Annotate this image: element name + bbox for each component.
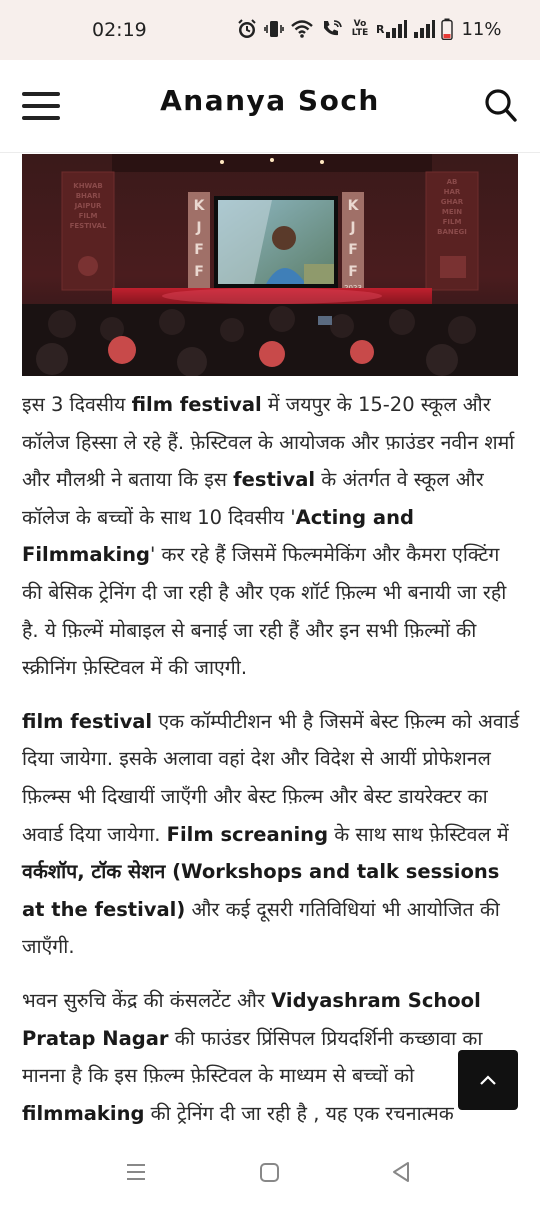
article-body xyxy=(22,386,520,1148)
back-button[interactable] xyxy=(391,1161,411,1187)
text: और कई दूसरी गतिविधियां भी आयोजित की जाएँगी. xyxy=(22,897,500,959)
banner-left-text: KHWAB xyxy=(73,182,103,190)
screen-letter: F xyxy=(348,264,358,280)
banner-left-text: BHARI xyxy=(75,192,101,200)
status-time: 02:19 xyxy=(92,19,147,41)
signal-icon xyxy=(376,20,407,38)
screen-letter: F xyxy=(194,242,204,258)
banner-left-text: FESTIVAL xyxy=(69,222,107,230)
banner-right-text: GHAR xyxy=(440,198,464,206)
banner-left-text: FILM xyxy=(78,212,98,220)
bold-text: filmmaking xyxy=(22,1101,145,1125)
text: के साथ साथ फ़ेस्टिवल में xyxy=(328,822,509,846)
article-paragraph xyxy=(22,386,520,687)
text: की फाउंडर प्रिंसिपल प्रियदर्शिनी कच्छावा का मानना है कि इस फ़िल्म फ़ेस्टिवल के माध्यम से बच्चों को xyxy=(22,1026,483,1088)
wifi-icon xyxy=(290,19,314,39)
vibrate-icon xyxy=(264,18,284,40)
volte-icon xyxy=(350,20,370,38)
banner-right-text: AB xyxy=(446,178,458,186)
battery-percent: 11% xyxy=(461,18,502,40)
banner-left-text: JAIPUR xyxy=(74,202,102,210)
screen-letter: K xyxy=(347,198,359,214)
text: भवन सुरुचि केंद्र की कंसलटेंट और xyxy=(22,988,272,1012)
bold-text: Vidyashram School Pratap Nagar xyxy=(22,988,481,1050)
screen-letter: F xyxy=(194,264,204,280)
signal-2-icon xyxy=(413,20,435,38)
text: इस 3 दिवसीय xyxy=(22,393,132,416)
site-header xyxy=(0,60,540,153)
home-button[interactable] xyxy=(259,1162,281,1188)
screen-letter: K xyxy=(193,198,205,214)
scroll-to-top-button[interactable] xyxy=(458,1050,518,1110)
banner-right-text: MEIN xyxy=(441,208,463,216)
bold-text: festival xyxy=(233,468,316,492)
bold-text: film festival xyxy=(22,709,153,733)
bold-text: Film screaning xyxy=(166,822,329,846)
text: एक कॉम्पीटीशन भी है जिसमें बेस्ट फ़िल्म को अवार्ड दिया जायेगा. इसके अलावा वहां देश और विदेश से आयीं प्रोफेशनल फ़िल्म्स भी दिखायीं जाएँगी और बेस्ट फ़िल्म और बेस्ट डायरेक्टर का अवार्ड दिया जायेगा. xyxy=(22,709,520,846)
status-bar xyxy=(0,0,540,60)
chevron-up-icon xyxy=(479,1074,497,1086)
site-title[interactable]: Ananya Soch xyxy=(160,84,380,117)
banner-right-text: HAR xyxy=(443,188,461,196)
bold-text: film festival xyxy=(131,393,262,416)
alarm-icon xyxy=(236,18,258,40)
bold-text: Acting and Filmmaking xyxy=(22,505,414,567)
wifi-calling-icon xyxy=(320,18,344,40)
volte-label: Vo LTE xyxy=(351,19,369,38)
article-paragraph xyxy=(22,703,520,966)
roaming-label: R xyxy=(376,22,385,36)
search-icon[interactable] xyxy=(484,88,518,124)
status-icons xyxy=(236,18,502,40)
screen-letter: F xyxy=(348,242,358,258)
text: में जयपुर के 15-20 स्कूल और कॉलेज हिस्सा ले रहे हैं. फ़ेस्टिवल के आयोजक और फ़ाउंडर नवीन शर्मा और मौलश्री ने बताया कि इस xyxy=(22,393,515,492)
banner-right-text: FILM xyxy=(442,218,462,226)
screen-letter: J xyxy=(350,220,356,236)
bold-text: वर्कशॉप, टॉक सेशन (Workshops and talk sessions at the festival) xyxy=(22,860,500,921)
recents-button[interactable] xyxy=(125,1162,147,1186)
screen-letter: J xyxy=(196,220,202,236)
hero-image xyxy=(22,154,518,376)
text: की ट्रेनिंग दी जा रही है , यह एक रचनात्मक xyxy=(144,1101,454,1125)
battery-icon xyxy=(441,18,453,40)
system-nav-bar xyxy=(0,1140,540,1206)
article-paragraph xyxy=(22,982,520,1132)
text: के अंतर्गत वे स्कूल और कॉलेज के बच्चों के साथ 10 दिवसीय ' xyxy=(22,468,484,529)
banner-right-text: BANEGI xyxy=(437,228,467,236)
text: ' कर रहे हैं जिसमें फिल्ममेकिंग और कैमरा एक्टिंग की बेसिक ट्रेनिंग दी जा रही है और एक शॉर्ट फ़िल्म भी बनायी जा रही है. ये फ़िल्में मोबाइल से बनाई जा रही हैं और इन सभी फ़िल्मों की स्क्रीनिंग फ़ेस्टिवल में की जाएगी. xyxy=(22,543,507,680)
